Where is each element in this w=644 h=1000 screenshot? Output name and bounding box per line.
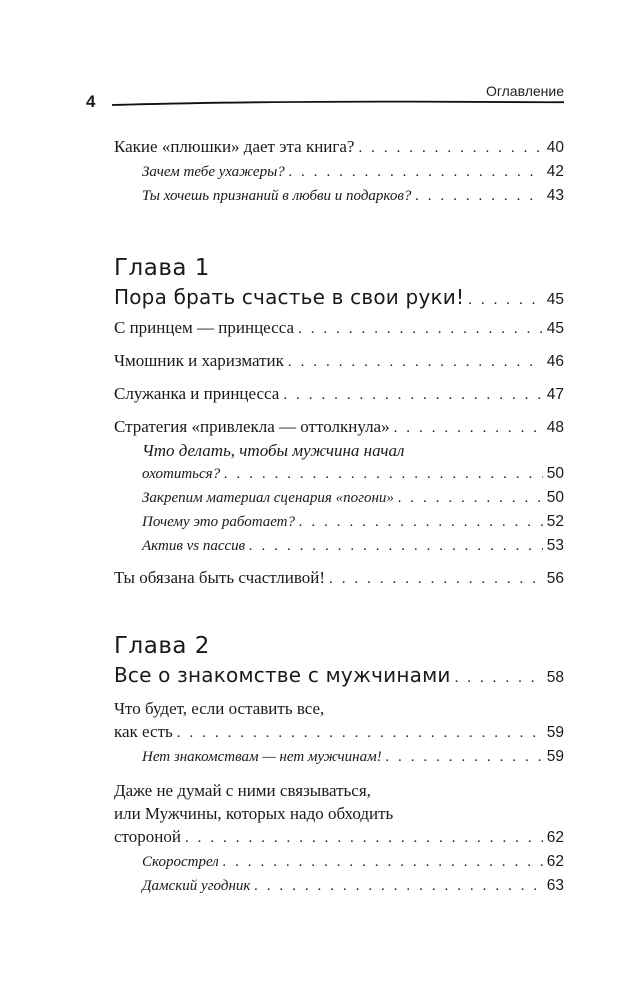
toc-entry-title: стороной xyxy=(114,827,181,846)
chapter-1-entry xyxy=(114,382,564,407)
dot-leader xyxy=(398,486,543,510)
chapter-title: Все о знакомстве с мужчинами xyxy=(114,663,451,687)
toc-subentry-title: Зачем тебе ухажеры? xyxy=(142,164,285,180)
toc-subentry-page: 53 xyxy=(546,537,564,554)
dot-leader xyxy=(299,510,543,534)
toc-entry-page: 62 xyxy=(546,829,564,846)
toc-entry-title: С принцем — принцесса xyxy=(114,318,294,337)
toc-subentry[interactable] xyxy=(114,850,564,874)
toc-entry-page: 40 xyxy=(546,139,564,156)
dot-leader xyxy=(415,184,542,208)
dot-leader xyxy=(185,827,543,850)
dot-leader xyxy=(455,663,543,693)
toc-subentry-title: Нет знакомствам — нет мужчинам! xyxy=(142,749,382,765)
toc-entry-title: Ты обязана быть счастливой! xyxy=(114,568,326,587)
dot-leader xyxy=(468,285,543,315)
toc-subentry[interactable] xyxy=(114,534,564,558)
toc-subentry-title: Закрепим материал сценария «погони» xyxy=(142,490,394,506)
dot-leader xyxy=(358,137,542,160)
chapter-2-entry xyxy=(114,779,564,898)
chapter-1-subentries xyxy=(114,440,564,558)
toc-entry-line: или Мужчины, которых надо обходить xyxy=(114,804,394,823)
toc-entry[interactable] xyxy=(114,566,564,591)
toc-subentry-page: 52 xyxy=(546,513,564,530)
toc-subentry-page: 50 xyxy=(546,489,564,506)
toc-subentry[interactable] xyxy=(114,510,564,534)
dot-leader xyxy=(289,160,543,184)
toc-subentry[interactable] xyxy=(114,462,564,486)
page-number: 4 xyxy=(86,92,96,111)
dot-leader xyxy=(283,384,542,407)
toc-subentry-page: 42 xyxy=(546,163,564,180)
dot-leader xyxy=(298,318,543,341)
toc-entry-page: 48 xyxy=(546,419,564,436)
dot-leader xyxy=(177,722,543,745)
toc-subentry[interactable] xyxy=(114,874,564,898)
toc-subentry-title: Актив vs пассив xyxy=(142,538,246,554)
toc-entry-page: 45 xyxy=(546,320,564,337)
toc-entry-line: Что будет, если оставить все, xyxy=(114,699,325,718)
toc-subentry-title: Скорострел xyxy=(142,854,219,870)
dot-leader xyxy=(254,874,542,898)
toc-subentry-page: 63 xyxy=(546,877,564,894)
chapter-2-section xyxy=(114,632,564,693)
dot-leader xyxy=(224,462,543,486)
toc-entry[interactable] xyxy=(114,720,564,745)
chapter-page: 58 xyxy=(546,669,564,686)
toc-entry-title: как есть xyxy=(114,722,173,741)
chapter-label: Глава 1 xyxy=(114,255,210,281)
toc-subentry-title: Ты хочешь признаний в любви и подарков? xyxy=(142,188,412,204)
dot-leader xyxy=(329,568,543,591)
chapter-title-entry[interactable] xyxy=(114,282,564,315)
intro-section xyxy=(114,135,564,208)
toc-subentry[interactable] xyxy=(114,160,564,184)
toc-subentry[interactable] xyxy=(114,184,564,208)
toc-entry-page: 46 xyxy=(546,353,564,370)
toc-subentry-title: Почему это работает? xyxy=(142,514,296,530)
toc-entry[interactable] xyxy=(114,382,564,407)
toc-subentry-page: 59 xyxy=(546,748,564,765)
dot-leader xyxy=(249,534,543,558)
toc-entry-line: Даже не думай с ними связываться, xyxy=(114,781,371,800)
dot-leader xyxy=(223,850,543,874)
toc-entry[interactable] xyxy=(114,316,564,341)
toc-entry[interactable] xyxy=(114,415,564,440)
dot-leader xyxy=(386,745,543,769)
toc-entry[interactable] xyxy=(114,825,564,850)
chapter-label: Глава 2 xyxy=(114,633,210,659)
toc-entry-page: 56 xyxy=(546,570,564,587)
toc-entry[interactable] xyxy=(114,349,564,374)
chapter-title: Пора брать счастье в свои руки! xyxy=(114,285,465,309)
chapter-page: 45 xyxy=(546,291,564,308)
chapter-2-entry xyxy=(114,697,564,769)
toc-entry-page: 47 xyxy=(546,386,564,403)
toc-entry-title: Служанка и принцесса xyxy=(114,384,280,403)
dot-leader xyxy=(394,417,543,440)
toc-subentry-page: 50 xyxy=(546,465,564,482)
toc-subentry-page: 62 xyxy=(546,853,564,870)
chapter-1-section xyxy=(114,254,564,315)
toc-subentry-page: 43 xyxy=(546,187,564,204)
toc-entry-title: Какие «плюшки» дает эта книга? xyxy=(114,137,355,156)
header-rule xyxy=(112,99,564,109)
chapter-title-entry[interactable] xyxy=(114,660,564,693)
chapter-1-entry xyxy=(114,316,564,341)
chapter-1-entry xyxy=(114,349,564,374)
chapter-1-entry xyxy=(114,415,564,440)
toc-subentry-title: охотиться? xyxy=(142,466,221,482)
running-head: Оглавление xyxy=(485,83,564,99)
toc-entry-page: 59 xyxy=(546,724,564,741)
toc-entry-title: Стратегия «привлекла — оттолкнула» xyxy=(114,417,390,436)
toc-subentry-line: Что делать, чтобы мужчина начал xyxy=(142,441,405,460)
chapter-1-entry xyxy=(114,566,564,591)
toc-subentry[interactable] xyxy=(114,486,564,510)
dot-leader xyxy=(288,351,543,374)
toc-subentry-title: Дамский угодник xyxy=(142,878,251,894)
toc-subentry[interactable] xyxy=(114,745,564,769)
toc-entry[interactable] xyxy=(114,135,564,160)
toc-entry-title: Чмошник и харизматик xyxy=(114,351,284,370)
